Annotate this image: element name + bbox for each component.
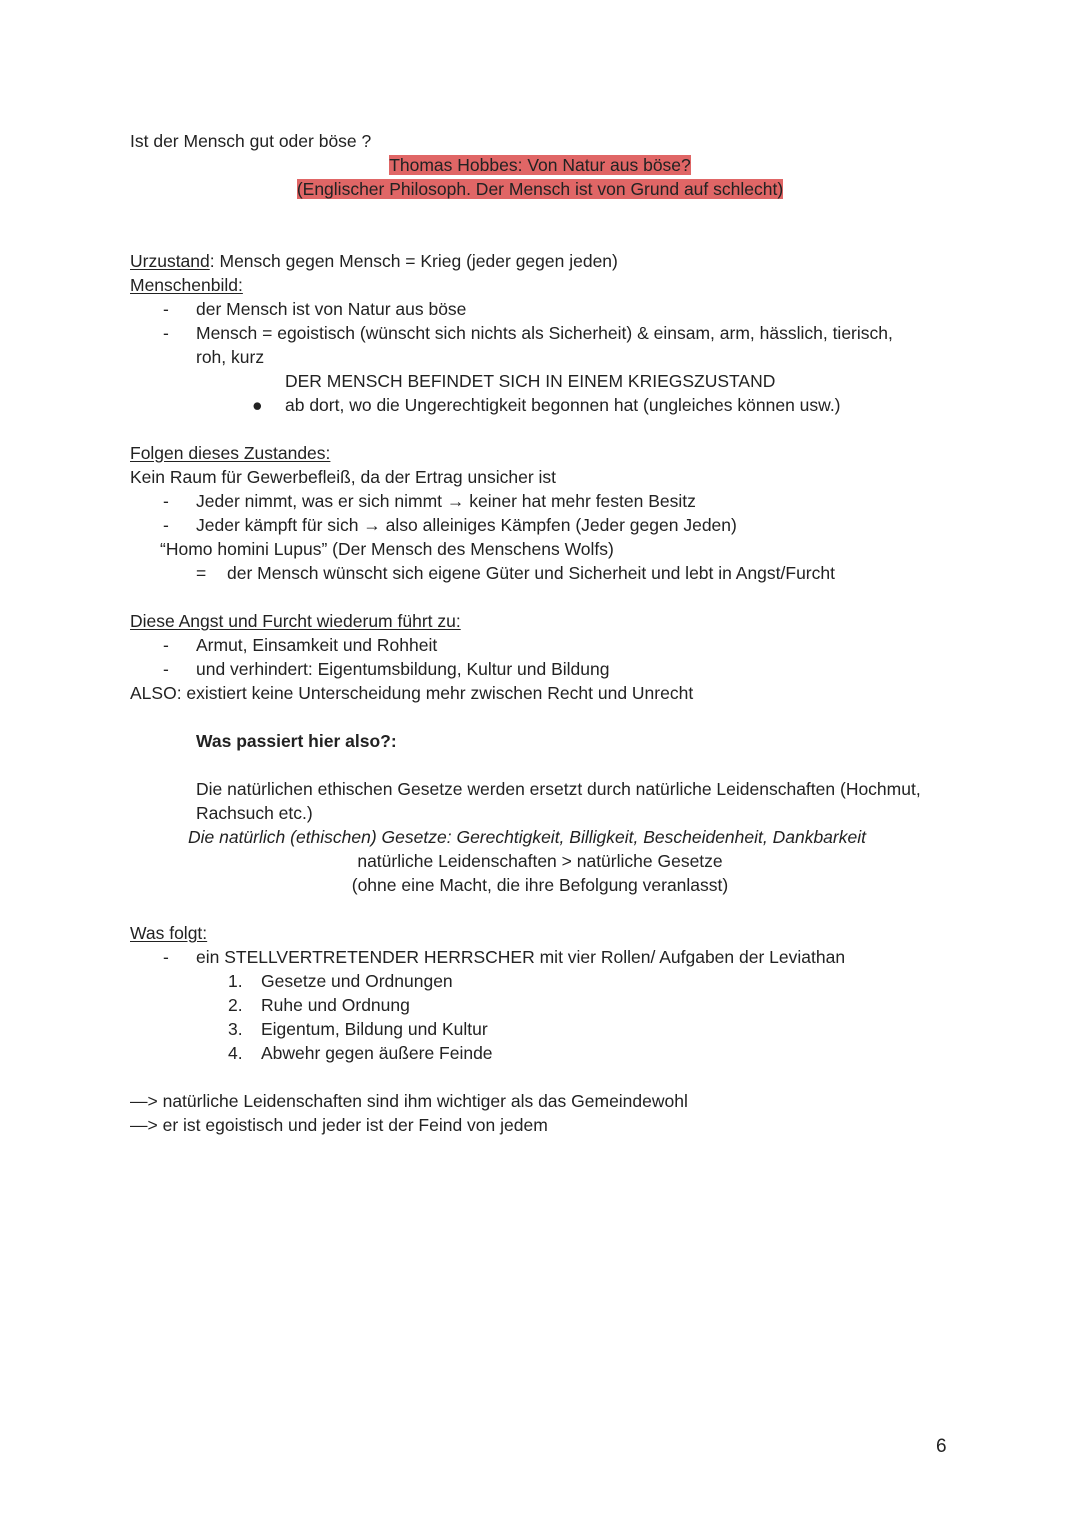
urzustand-label: Urzustand	[130, 251, 210, 271]
menschenbild-item: Mensch = egoistisch (wünscht sich nichts als Sicherheit) & einsam, arm, hässlich, tierisch,	[196, 323, 893, 343]
angst-item: Armut, Einsamkeit und Rohheit	[196, 635, 438, 655]
folgen-heading: Folgen dieses Zustandes:	[130, 443, 331, 463]
equals-text: der Mensch wünscht sich eigene Güter und Sicherheit und lebt in Angst/Furcht	[227, 563, 835, 583]
dash: -	[163, 299, 169, 319]
leidenschaften-vs-gesetze: natürliche Leidenschaften > natürliche Gesetze	[357, 851, 723, 871]
menschenbild-item-cont: roh, kurz	[196, 347, 265, 367]
list-number: 2.	[228, 995, 243, 1015]
hobbes-line1-wrap	[130, 153, 950, 177]
menschenbild-heading: Menschenbild:	[130, 275, 243, 295]
conclusion-line: —> natürliche Leidenschaften sind ihm wichtiger als das Gemeindewohl	[130, 1091, 688, 1111]
hobbes-subheading: (Englischer Philosoph. Der Mensch ist von Grund auf schlecht)	[296, 179, 784, 199]
equals-sign: =	[196, 563, 207, 583]
dash: -	[163, 947, 169, 967]
urzustand-text: : Mensch gegen Mensch = Krieg (jeder gegen jeden)	[209, 251, 618, 271]
list-item: Eigentum, Bildung und Kultur	[261, 1019, 488, 1039]
passiert-paragraph-cont: Rachsuch etc.)	[196, 803, 313, 823]
dash: -	[163, 491, 169, 511]
dash: -	[163, 659, 169, 679]
ethische-gesetze-line: Die natürlich (ethischen) Gesetze: Gerechtigkeit, Billigkeit, Bescheidenheit, Dankbarkeit	[188, 827, 866, 847]
also-line: ALSO: existiert keine Unterscheidung mehr zwischen Recht und Unrecht	[130, 683, 694, 703]
hobbes-heading: Thomas Hobbes: Von Natur aus böse?	[389, 155, 691, 175]
bullet-dot: ●	[252, 395, 263, 415]
page-number: 6	[936, 1436, 947, 1457]
list-item: Ruhe und Ordnung	[261, 995, 410, 1015]
angst-item: und verhindert: Eigentumsbildung, Kultur und Bildung	[196, 659, 610, 679]
hobbes-line2-wrap	[130, 177, 950, 201]
list-number: 1.	[228, 971, 243, 991]
dash: -	[163, 323, 169, 343]
dash: -	[163, 515, 169, 535]
page-title: Ist der Mensch gut oder böse ?	[130, 131, 372, 151]
folgen-item: Jeder kämpft für sich → also alleiniges Kämpfen (Jeder gegen Jeden)	[196, 515, 737, 535]
menschenbild-item: der Mensch ist von Natur aus böse	[196, 299, 467, 319]
passiert-heading: Was passiert hier also?:	[196, 731, 397, 751]
angst-heading: Diese Angst und Furcht wiederum führt zu:	[130, 611, 461, 631]
herrscher-item: ein STELLVERTRETENDER HERRSCHER mit vier Rollen/ Aufgaben der Leviathan	[196, 947, 846, 967]
urzustand-line	[130, 249, 618, 273]
folgen-line: Kein Raum für Gewerbefleiß, da der Ertrag unsicher ist	[130, 467, 557, 487]
dash: -	[163, 635, 169, 655]
list-number: 3.	[228, 1019, 243, 1039]
folgen-item: Jeder nimmt, was er sich nimmt → keiner hat mehr festen Besitz	[196, 491, 696, 511]
list-number: 4.	[228, 1043, 243, 1063]
ohne-macht-line: (ohne eine Macht, die ihre Befolgung veranlasst)	[351, 875, 729, 895]
conclusion-line: —> er ist egoistisch und jeder ist der Feind von jedem	[130, 1115, 548, 1135]
bullet-text: ab dort, wo die Ungerechtigkeit begonnen hat (ungleiches können usw.)	[285, 395, 841, 415]
list-item: Abwehr gegen äußere Feinde	[261, 1043, 493, 1063]
homo-homini-quote: “Homo homini Lupus” (Der Mensch des Menschens Wolfs)	[160, 539, 614, 559]
folgt-heading: Was folgt:	[130, 923, 208, 943]
passiert-paragraph: Die natürlichen ethischen Gesetze werden ersetzt durch natürliche Leidenschaften (Hochmut,	[196, 779, 921, 799]
list-item: Gesetze und Ordnungen	[261, 971, 453, 991]
kriegszustand-line: DER MENSCH BEFINDET SICH IN EINEM KRIEGSZUSTAND	[285, 371, 776, 391]
